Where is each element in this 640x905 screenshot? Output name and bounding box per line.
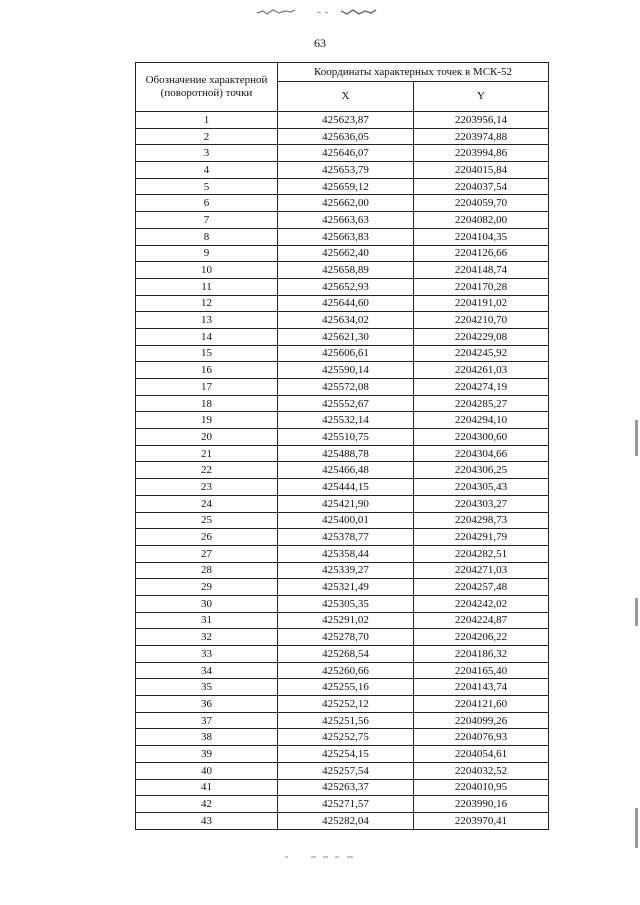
x-coordinate-cell: 425488,78: [278, 445, 414, 462]
x-coordinate-cell: 425663,83: [278, 228, 414, 245]
table-row: [136, 379, 549, 396]
table-row: [136, 112, 549, 129]
table-row: [136, 812, 549, 829]
x-coordinate-cell: 425255,16: [278, 679, 414, 696]
x-column-header: X: [278, 82, 414, 112]
y-coordinate-cell: 2204170,28: [414, 278, 549, 295]
x-coordinate-cell: 425532,14: [278, 412, 414, 429]
table-row: [136, 562, 549, 579]
y-coordinate-cell: 2204059,70: [414, 195, 549, 212]
point-number-cell: 16: [136, 362, 278, 379]
table-row: [136, 178, 549, 195]
table-row: [136, 162, 549, 179]
point-number-cell: 20: [136, 429, 278, 446]
coordinates-group-header: Координаты характерных точек в МСК-52: [278, 63, 549, 82]
point-number-cell: 30: [136, 595, 278, 612]
x-coordinate-cell: 425510,75: [278, 429, 414, 446]
y-coordinate-cell: 2204242,02: [414, 595, 549, 612]
x-coordinate-cell: 425400,01: [278, 512, 414, 529]
x-coordinate-cell: 425636,05: [278, 128, 414, 145]
point-number-cell: 11: [136, 278, 278, 295]
table-row: [136, 696, 549, 713]
table-row: [136, 746, 549, 763]
point-number-cell: 4: [136, 162, 278, 179]
point-number-cell: 39: [136, 746, 278, 763]
table-row: [136, 479, 549, 496]
point-number-cell: 37: [136, 712, 278, 729]
x-coordinate-cell: 425268,54: [278, 646, 414, 663]
scan-artifact-margin: [635, 808, 638, 848]
point-number-cell: 5: [136, 178, 278, 195]
table-row: [136, 228, 549, 245]
table-row: [136, 412, 549, 429]
table-row: [136, 579, 549, 596]
point-number-cell: 28: [136, 562, 278, 579]
point-number-cell: 6: [136, 195, 278, 212]
table-row: [136, 712, 549, 729]
x-coordinate-cell: 425606,61: [278, 345, 414, 362]
scan-artifact-bottom: [283, 854, 358, 860]
table-row: [136, 395, 549, 412]
table-row: [136, 595, 549, 612]
point-number-cell: 7: [136, 212, 278, 229]
x-coordinate-cell: 425662,40: [278, 245, 414, 262]
point-number-cell: 18: [136, 395, 278, 412]
y-coordinate-cell: 2204304,66: [414, 445, 549, 462]
y-coordinate-cell: 2204257,48: [414, 579, 549, 596]
point-number-cell: 25: [136, 512, 278, 529]
y-coordinate-cell: 2204300,60: [414, 429, 549, 446]
y-coordinate-cell: 2204054,61: [414, 746, 549, 763]
y-coordinate-cell: 2204282,51: [414, 545, 549, 562]
y-coordinate-cell: 2204186,32: [414, 646, 549, 663]
y-coordinate-cell: 2203994,86: [414, 145, 549, 162]
point-number-cell: 31: [136, 612, 278, 629]
table-row: [136, 462, 549, 479]
point-number-cell: 3: [136, 145, 278, 162]
table-row: [136, 429, 549, 446]
x-coordinate-cell: 425653,79: [278, 162, 414, 179]
y-coordinate-cell: 2204010,95: [414, 779, 549, 796]
y-coordinate-cell: 2204294,10: [414, 412, 549, 429]
x-coordinate-cell: 425282,04: [278, 812, 414, 829]
x-coordinate-cell: 425658,89: [278, 262, 414, 279]
point-number-cell: 13: [136, 312, 278, 329]
y-coordinate-cell: 2204099,26: [414, 712, 549, 729]
table-row: [136, 495, 549, 512]
point-label-header: Обозначение характерной (поворотной) точки: [136, 63, 278, 112]
table-row: [136, 612, 549, 629]
y-coordinate-cell: 2204291,79: [414, 529, 549, 546]
point-number-cell: 40: [136, 762, 278, 779]
table-row: [136, 779, 549, 796]
point-number-cell: 12: [136, 295, 278, 312]
y-coordinate-cell: 2204210,70: [414, 312, 549, 329]
x-coordinate-cell: 425305,35: [278, 595, 414, 612]
point-number-cell: 17: [136, 379, 278, 396]
table-row: [136, 729, 549, 746]
table-row: [136, 629, 549, 646]
table-row: [136, 345, 549, 362]
y-coordinate-cell: 2204245,92: [414, 345, 549, 362]
y-coordinate-cell: 2204206,22: [414, 629, 549, 646]
table-row: [136, 796, 549, 813]
y-coordinate-cell: 2204261,03: [414, 362, 549, 379]
table-body: [136, 112, 549, 830]
scan-artifact-margin: [635, 420, 638, 456]
x-coordinate-cell: 425252,75: [278, 729, 414, 746]
x-coordinate-cell: 425321,49: [278, 579, 414, 596]
x-coordinate-cell: 425644,60: [278, 295, 414, 312]
y-coordinate-cell: 2204032,52: [414, 762, 549, 779]
x-coordinate-cell: 425260,66: [278, 662, 414, 679]
point-number-cell: 9: [136, 245, 278, 262]
x-coordinate-cell: 425421,90: [278, 495, 414, 512]
x-coordinate-cell: 425634,02: [278, 312, 414, 329]
x-coordinate-cell: 425646,07: [278, 145, 414, 162]
x-coordinate-cell: 425257,54: [278, 762, 414, 779]
y-coordinate-cell: 2204165,40: [414, 662, 549, 679]
y-coordinate-cell: 2203956,14: [414, 112, 549, 129]
x-coordinate-cell: 425271,57: [278, 796, 414, 813]
point-number-cell: 2: [136, 128, 278, 145]
x-coordinate-cell: 425662,00: [278, 195, 414, 212]
x-coordinate-cell: 425663,63: [278, 212, 414, 229]
table-row: [136, 445, 549, 462]
y-coordinate-cell: 2204076,93: [414, 729, 549, 746]
y-coordinate-cell: 2204015,84: [414, 162, 549, 179]
point-number-cell: 24: [136, 495, 278, 512]
point-number-cell: 35: [136, 679, 278, 696]
point-number-cell: 43: [136, 812, 278, 829]
y-coordinate-cell: 2204298,73: [414, 512, 549, 529]
y-coordinate-cell: 2204082,00: [414, 212, 549, 229]
table-row: [136, 512, 549, 529]
x-coordinate-cell: 425552,67: [278, 395, 414, 412]
y-coordinate-cell: 2204303,27: [414, 495, 549, 512]
table-row: [136, 278, 549, 295]
point-number-cell: 27: [136, 545, 278, 562]
x-coordinate-cell: 425291,02: [278, 612, 414, 629]
y-coordinate-cell: 2204274,19: [414, 379, 549, 396]
table-row: [136, 262, 549, 279]
y-coordinate-cell: 2203990,16: [414, 796, 549, 813]
x-coordinate-cell: 425378,77: [278, 529, 414, 546]
table-row: [136, 762, 549, 779]
y-column-header: Y: [414, 82, 549, 112]
x-coordinate-cell: 425252,12: [278, 696, 414, 713]
table-row: [136, 679, 549, 696]
y-coordinate-cell: 2204224,87: [414, 612, 549, 629]
table-row: [136, 662, 549, 679]
point-number-cell: 10: [136, 262, 278, 279]
x-coordinate-cell: 425466,48: [278, 462, 414, 479]
y-coordinate-cell: 2204148,74: [414, 262, 549, 279]
x-coordinate-cell: 425278,70: [278, 629, 414, 646]
x-coordinate-cell: 425621,30: [278, 328, 414, 345]
point-number-cell: 21: [136, 445, 278, 462]
x-coordinate-cell: 425254,15: [278, 746, 414, 763]
table-row: [136, 529, 549, 546]
point-number-cell: 32: [136, 629, 278, 646]
point-number-cell: 23: [136, 479, 278, 496]
scan-artifact-margin: [635, 598, 638, 626]
y-coordinate-cell: 2204191,02: [414, 295, 549, 312]
y-coordinate-cell: 2204271,03: [414, 562, 549, 579]
point-number-cell: 1: [136, 112, 278, 129]
x-coordinate-cell: 425623,87: [278, 112, 414, 129]
y-coordinate-cell: 2204121,60: [414, 696, 549, 713]
table-row: [136, 646, 549, 663]
scan-artifact-top: [255, 6, 385, 18]
table-row: [136, 145, 549, 162]
table-row: [136, 362, 549, 379]
point-number-cell: 36: [136, 696, 278, 713]
table-row: [136, 245, 549, 262]
x-coordinate-cell: 425444,15: [278, 479, 414, 496]
point-number-cell: 19: [136, 412, 278, 429]
x-coordinate-cell: 425358,44: [278, 545, 414, 562]
y-coordinate-cell: 2203970,41: [414, 812, 549, 829]
x-coordinate-cell: 425339,27: [278, 562, 414, 579]
table-row: [136, 312, 549, 329]
y-coordinate-cell: 2204143,74: [414, 679, 549, 696]
x-coordinate-cell: 425659,12: [278, 178, 414, 195]
table-row: [136, 128, 549, 145]
table-row: [136, 545, 549, 562]
x-coordinate-cell: 425652,93: [278, 278, 414, 295]
point-number-cell: 14: [136, 328, 278, 345]
point-number-cell: 26: [136, 529, 278, 546]
point-number-cell: 22: [136, 462, 278, 479]
x-coordinate-cell: 425572,08: [278, 379, 414, 396]
y-coordinate-cell: 2204305,43: [414, 479, 549, 496]
y-coordinate-cell: 2203974,88: [414, 128, 549, 145]
y-coordinate-cell: 2204037,54: [414, 178, 549, 195]
y-coordinate-cell: 2204104,35: [414, 228, 549, 245]
x-coordinate-cell: 425590,14: [278, 362, 414, 379]
table-row: [136, 295, 549, 312]
point-number-cell: 38: [136, 729, 278, 746]
point-number-cell: 33: [136, 646, 278, 663]
point-number-cell: 42: [136, 796, 278, 813]
table-row: [136, 212, 549, 229]
y-coordinate-cell: 2204229,08: [414, 328, 549, 345]
x-coordinate-cell: 425251,56: [278, 712, 414, 729]
page-number: 63: [314, 36, 326, 50]
table-row: [136, 195, 549, 212]
x-coordinate-cell: 425263,37: [278, 779, 414, 796]
point-number-cell: 34: [136, 662, 278, 679]
table-header-row: [136, 63, 549, 82]
point-number-cell: 29: [136, 579, 278, 596]
point-number-cell: 15: [136, 345, 278, 362]
y-coordinate-cell: 2204126,66: [414, 245, 549, 262]
point-number-cell: 41: [136, 779, 278, 796]
point-number-cell: 8: [136, 228, 278, 245]
y-coordinate-cell: 2204285,27: [414, 395, 549, 412]
y-coordinate-cell: 2204306,25: [414, 462, 549, 479]
coordinates-table: [135, 62, 549, 830]
table-row: [136, 328, 549, 345]
